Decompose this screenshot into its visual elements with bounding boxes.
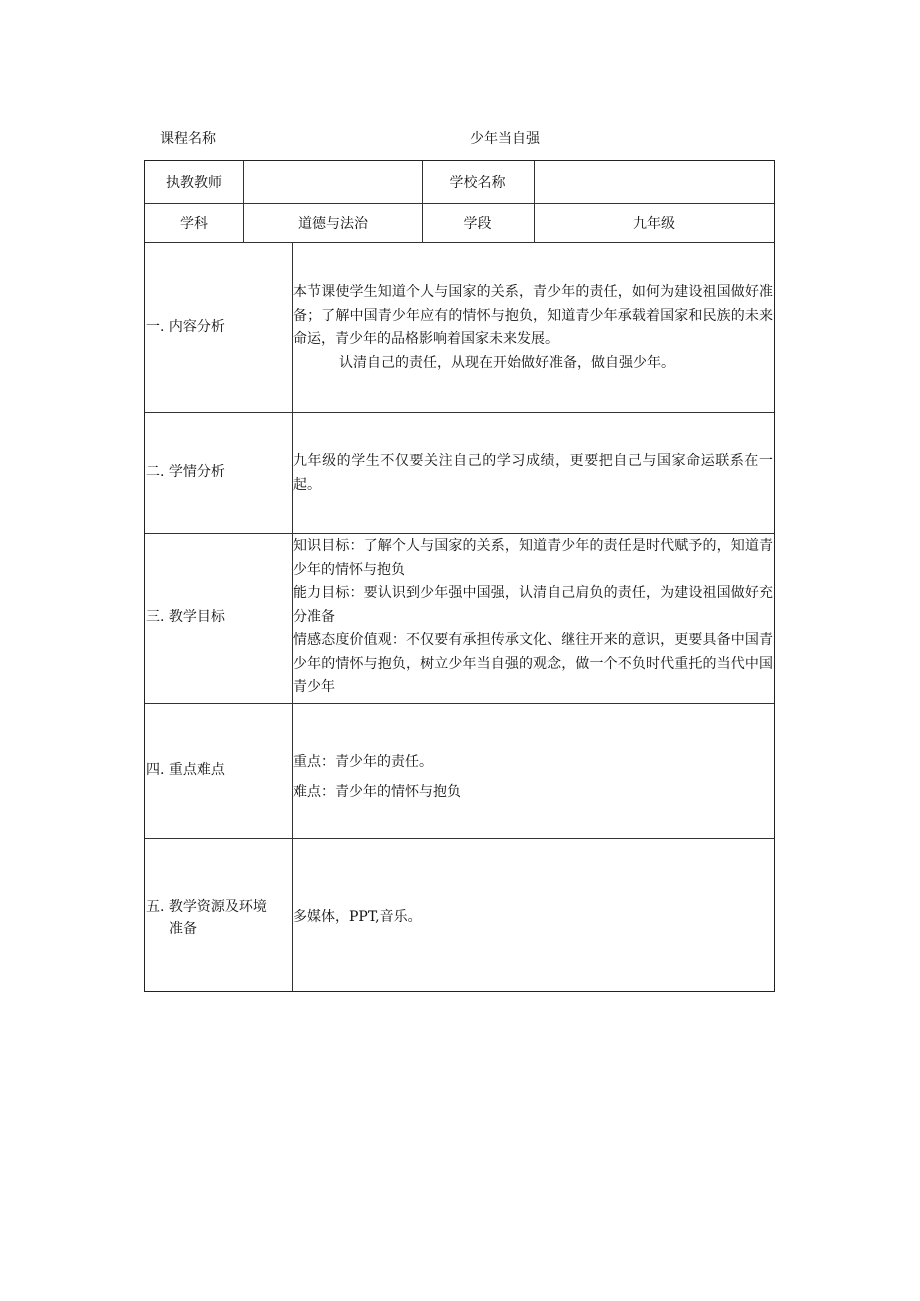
paragraph: 情感态度价值观：不仅要有承担传承文化、继往开来的意识，更要具备中国青少年的情怀与抱负，树立少年当自强的观念，做一个不负时代重托的当代中国青少年: [293, 632, 773, 695]
row-divider: [145, 703, 774, 704]
section-title-content-analysis: 一. 内容分析: [146, 319, 225, 335]
section-content-teaching-goals: [293, 535, 773, 700]
paragraph: 本节课使学生知道个人与国家的关系，青少年的责任，如何为建设祖国做好准备；了解中国青少年应有的情怀与抱负，知道青少年承载着国家和民族的未来命运，青少年的品格影响着国家未来发展。: [293, 284, 773, 347]
paragraph: 认清自己的责任，从现在开始做好准备，做自强少年。: [339, 354, 675, 371]
paragraph: 能力目标：要认识到少年强中国强，认清自己肩负的责任，为建设祖国做好充分准备: [293, 585, 773, 625]
stage-label: 学段: [463, 215, 492, 232]
stage-value: 九年级: [633, 215, 675, 232]
paragraph: 重点：青少年的责任。: [293, 754, 433, 770]
paragraph: 难点：青少年的情怀与抱负: [293, 784, 461, 800]
section-content-resources: [293, 906, 773, 930]
course-name-value: 少年当自强: [470, 131, 540, 147]
row-divider: [145, 412, 774, 413]
section-title-resources: [146, 896, 267, 940]
section-content-content-analysis: [293, 281, 773, 375]
course-name-label: 课程名称: [160, 131, 216, 147]
teacher-value: [244, 161, 422, 203]
subject-value: 道德与法治: [298, 215, 368, 232]
section-title-line: 五. 教学资源及环境: [146, 899, 267, 915]
school-label: 学校名称: [449, 175, 506, 191]
school-value: [534, 161, 774, 203]
section-title-key-points: 四. 重点难点: [146, 762, 225, 778]
row-divider: [145, 533, 774, 534]
paragraph: 知识目标：了解个人与国家的关系，知道青少年的责任是时代赋予的，知道青少年的情怀与抱负: [293, 538, 773, 578]
row-divider: [145, 838, 774, 839]
section-title-learner-analysis: 二. 学情分析: [146, 464, 225, 480]
section-title-line: 准备: [169, 921, 197, 937]
section-content-learner-analysis: [293, 450, 773, 497]
paragraph: 多媒体，PPT,音乐。: [293, 909, 422, 925]
paragraph: 九年级的学生不仅要关注自己的学习成绩，更要把自己与国家命运联系在一起。: [293, 453, 773, 493]
teacher-label: 执教教师: [166, 175, 222, 191]
row-divider: [145, 242, 774, 243]
section-title-teaching-goals: 三. 教学目标: [146, 609, 225, 625]
section-content-key-points: [293, 747, 773, 807]
subject-label: 学科: [180, 215, 208, 232]
